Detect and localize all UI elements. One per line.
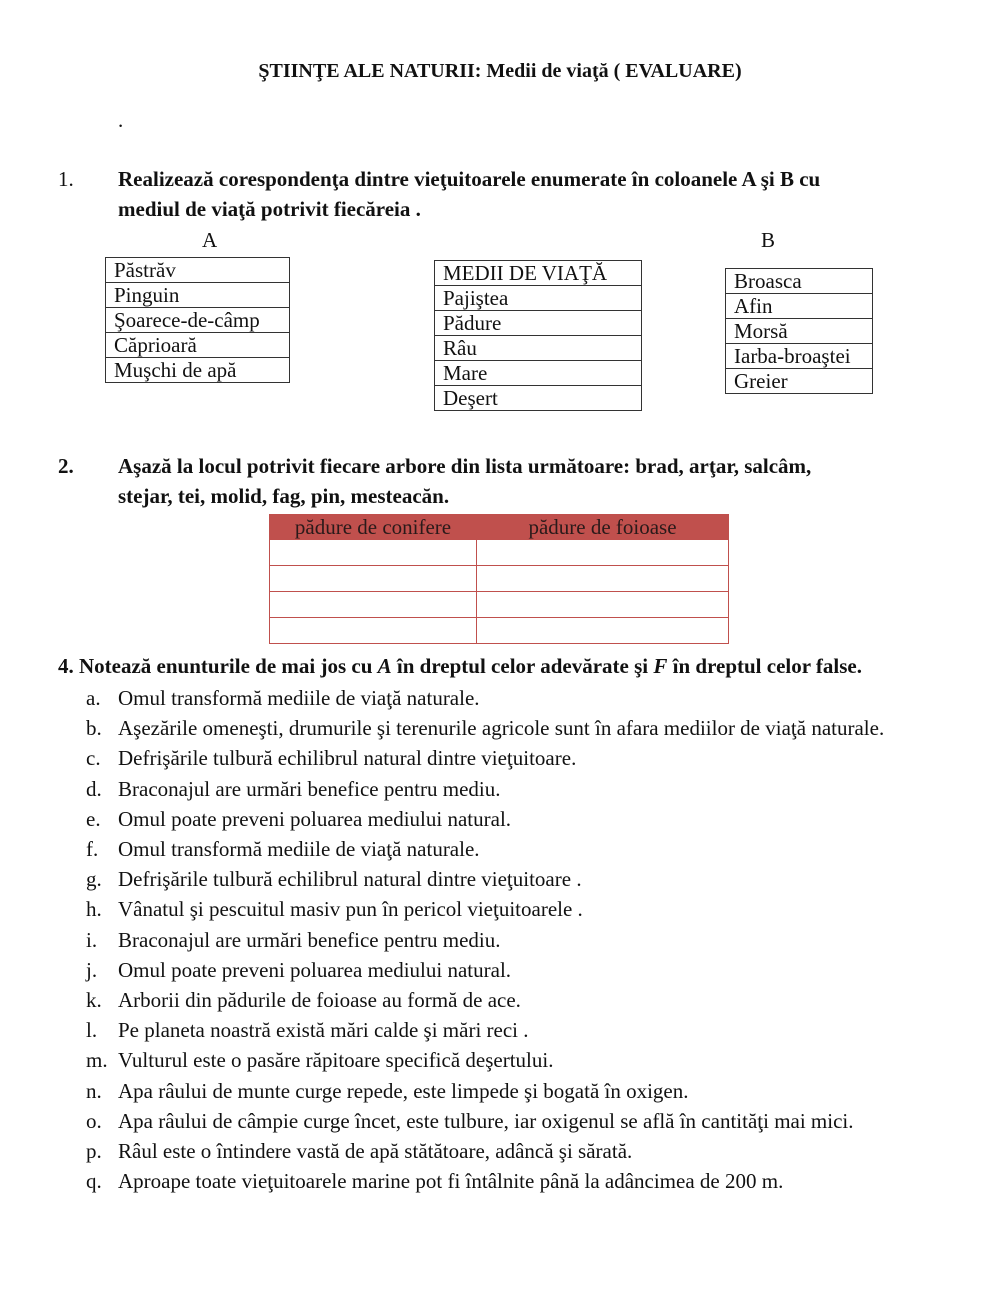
- deciduous-answer-cell[interactable]: [477, 592, 729, 618]
- column-a-row: [106, 333, 290, 358]
- statement-list: [86, 683, 966, 1196]
- statement-text: Apa râului de munte curge repede, este limpede şi bogată în oxigen.: [118, 1078, 689, 1103]
- q2-line2: stejar, tei, molid, fag, pin, mesteacăn.: [118, 484, 450, 508]
- statement-letter: f.: [86, 837, 99, 862]
- column-a-row: [106, 308, 290, 333]
- statement-item: [86, 955, 966, 985]
- q4-prefix: 4. Notează enunturile de mai jos cu: [58, 654, 378, 678]
- statement-letter: e.: [86, 806, 101, 831]
- habitats-table: [434, 260, 642, 411]
- statement-text: Pe planeta noastră există mări calde şi mări reci .: [118, 1018, 529, 1043]
- statement-text: Vulturul este o pasăre răpitoare specifică deşertului.: [118, 1048, 554, 1073]
- column-a-cell: Şoarece-de-câmp: [106, 308, 290, 333]
- forest-table: [269, 514, 729, 644]
- column-b-cell: Greier: [726, 369, 873, 394]
- forest-answer-row: [270, 618, 729, 644]
- statement-letter: d.: [86, 776, 102, 801]
- statement-letter: b.: [86, 716, 102, 741]
- statement-item: [86, 774, 966, 804]
- statement-letter: p.: [86, 1139, 102, 1164]
- statement-letter: c.: [86, 746, 101, 771]
- page-title: ŞTIINŢE ALE NATURII: Medii de viaţă ( EVALUARE): [258, 60, 742, 82]
- forest-answer-row: [270, 566, 729, 592]
- statement-text: Omul poate preveni poluarea mediului natural.: [118, 806, 512, 831]
- q4-false-letter: F: [653, 654, 668, 678]
- statement-item: [86, 1076, 966, 1106]
- column-b-cell: Broasca: [726, 269, 873, 294]
- habitat-row: [435, 361, 642, 386]
- statement-item: [86, 1015, 966, 1045]
- column-a-row: [106, 358, 290, 383]
- q1-number: 1.: [58, 167, 74, 191]
- q4-true-letter: A: [377, 654, 392, 678]
- statement-text: Braconajul are urmări benefice pentru mediu.: [118, 927, 501, 952]
- habitat-cell: MEDII DE VIAŢĂ: [435, 261, 642, 286]
- habitat-cell: Pajiştea: [435, 286, 642, 311]
- deciduous-answer-cell[interactable]: [477, 540, 729, 566]
- deciduous-answer-cell[interactable]: [477, 566, 729, 592]
- column-b-row: [726, 344, 873, 369]
- statement-letter: k.: [86, 988, 102, 1013]
- forest-answer-row: [270, 592, 729, 618]
- column-b-cell: Afin: [726, 294, 873, 319]
- q2-number: 2.: [58, 454, 74, 478]
- header-deciduous-forest: pădure de foioase: [477, 515, 729, 540]
- statement-letter: a.: [86, 686, 101, 710]
- column-b-row: [726, 319, 873, 344]
- habitat-row: [435, 286, 642, 311]
- q4-instruction: [58, 654, 862, 679]
- statement-letter: j.: [86, 957, 98, 982]
- column-b-row: [726, 369, 873, 394]
- statement-letter: g.: [86, 867, 102, 892]
- statement-item: [86, 1045, 966, 1075]
- deciduous-answer-cell[interactable]: [477, 618, 729, 644]
- statement-item: [86, 1106, 966, 1136]
- statement-letter: i.: [86, 927, 98, 952]
- q4-suffix: în dreptul celor false.: [667, 654, 863, 678]
- conifer-answer-cell[interactable]: [270, 618, 477, 644]
- statement-text: Defrişările tulbură echilibrul natural dintre vieţuitoare.: [118, 746, 577, 771]
- statement-text: Defrişările tulbură echilibrul natural dintre vieţuitoare .: [118, 867, 582, 892]
- habitat-row: [435, 386, 642, 411]
- statement-letter: h.: [86, 897, 102, 922]
- statement-item: [86, 894, 966, 924]
- column-a-label: A: [202, 228, 218, 252]
- q4-middle: în dreptul celor adevărate şi: [391, 654, 654, 678]
- statement-letter: q.: [86, 1169, 102, 1194]
- q2-line1: Aşază la locul potrivit fiecare arbore din lista următoare: brad, arţar, salcâm,: [118, 454, 812, 478]
- statement-text: Râul este o întindere vastă de apă stătătoare, adâncă şi sărată.: [118, 1139, 633, 1164]
- statement-item: [86, 713, 966, 743]
- statement-text: Vânatul şi pescuitul masiv pun în pericol vieţuitoarele .: [118, 897, 583, 922]
- statement-text: Omul transformă mediile de viaţă naturale.: [118, 837, 480, 862]
- statement-item: [86, 864, 966, 894]
- statement-item: [86, 985, 966, 1015]
- statement-item: [86, 743, 966, 773]
- q1-line1: Realizează corespondenţa dintre vieţuitoarele enumerate în coloanele A şi B cu: [118, 167, 821, 191]
- column-b-label: B: [761, 228, 776, 252]
- conifer-answer-cell[interactable]: [270, 540, 477, 566]
- q1-instruction: [118, 164, 820, 224]
- column-b-cell: Iarba-broaştei: [726, 344, 873, 369]
- statement-item: [86, 1136, 966, 1166]
- column-b-table: [725, 268, 873, 394]
- statement-text: Omul transformă mediile de viaţă naturale.: [118, 686, 480, 710]
- column-a-cell: Păstrăv: [106, 258, 290, 283]
- habitat-cell: Deşert: [435, 386, 642, 411]
- statement-text: Aproape toate vieţuitoarele marine pot fi întâlnite până la adâncimea de 200 m.: [118, 1169, 784, 1194]
- column-a-cell: Căprioară: [106, 333, 290, 358]
- statement-item: [86, 804, 966, 834]
- column-a-cell: Pinguin: [106, 283, 290, 308]
- column-b-row: [726, 269, 873, 294]
- column-a-row: [106, 283, 290, 308]
- habitat-row: [435, 261, 642, 286]
- column-a-cell: Muşchi de apă: [106, 358, 290, 383]
- statement-text: Arborii din pădurile de foioase au formă de ace.: [118, 988, 521, 1013]
- conifer-answer-cell[interactable]: [270, 566, 477, 592]
- statement-letter: l.: [86, 1018, 98, 1043]
- column-b-row: [726, 294, 873, 319]
- stray-dot: .: [118, 108, 124, 132]
- conifer-answer-cell[interactable]: [270, 592, 477, 618]
- habitat-row: [435, 336, 642, 361]
- statement-text: Apa râului de câmpie curge încet, este tulbure, iar oxigenul se află în cantităţi mai mici.: [118, 1108, 854, 1133]
- column-b-cell: Morsă: [726, 319, 873, 344]
- column-a-row: [106, 258, 290, 283]
- statement-letter: m.: [86, 1048, 108, 1073]
- forest-answer-row: [270, 540, 729, 566]
- statement-item: [86, 925, 966, 955]
- header-conifer-forest: pădure de conifere: [270, 515, 477, 540]
- statement-text: Braconajul are urmări benefice pentru mediu.: [118, 776, 501, 801]
- statement-letter: n.: [86, 1078, 102, 1103]
- q2-instruction: [118, 451, 811, 511]
- statement-text: Omul poate preveni poluarea mediului natural.: [118, 957, 512, 982]
- habitat-cell: Râu: [435, 336, 642, 361]
- statement-text: Aşezările omeneşti, drumurile şi terenurile agricole sunt în afara mediilor de viaţă naturale.: [118, 716, 885, 741]
- statement-item: [86, 1166, 966, 1196]
- habitat-row: [435, 311, 642, 336]
- habitat-cell: Pădure: [435, 311, 642, 336]
- column-a-table: [105, 257, 290, 383]
- statement-item: [86, 834, 966, 864]
- statement-letter: o.: [86, 1108, 102, 1133]
- q1-line2: mediul de viaţă potrivit fiecăreia .: [118, 197, 421, 221]
- statement-item: [86, 683, 966, 713]
- habitat-cell: Mare: [435, 361, 642, 386]
